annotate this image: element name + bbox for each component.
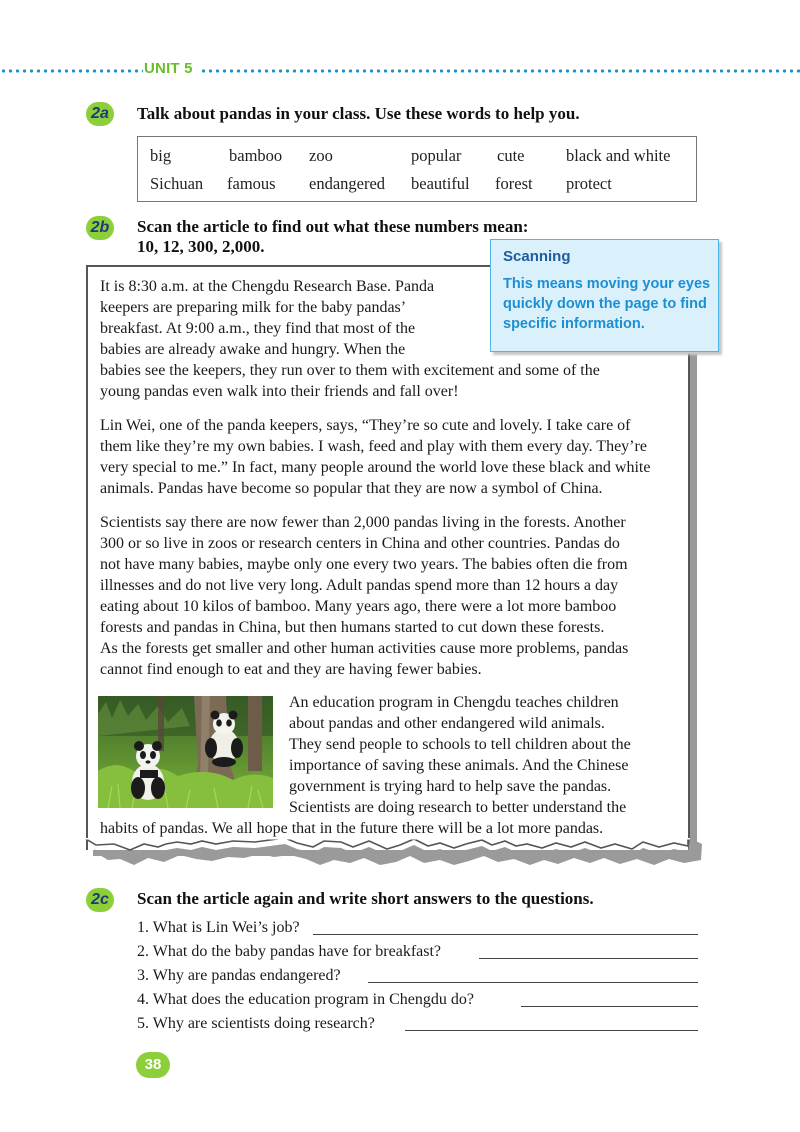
article-line: babies see the keepers, they run over to them with excitement and some of the (100, 362, 600, 379)
article-line: habits of pandas. We all hope that in the future there will be a lot more pandas. (100, 820, 604, 837)
word-cell: popular (411, 146, 462, 165)
word-cell: bamboo (229, 146, 283, 165)
word-cell: beautiful (411, 174, 470, 193)
question-3: 3. Why are pandas endangered? (137, 967, 341, 984)
article-line: cannot find enough to eat and they are having fewer babies. (100, 661, 482, 678)
article-line: young pandas even walk into their friends and fall over! (100, 383, 459, 400)
word-cell: black and white (566, 146, 671, 165)
word-cell: big (150, 146, 172, 165)
unit-header (0, 58, 800, 84)
article-line: Scientists say there are now fewer than 2,000 pandas living in the forests. Another (100, 514, 626, 531)
article-line: them like they’re my own babies. I wash, feed and play with them every day. They’re (100, 438, 647, 455)
answer-line-4[interactable] (521, 1006, 698, 1007)
word-cell: zoo (309, 146, 333, 165)
article-line: forests and pandas in China, but then humans started to cut down these forests. (100, 619, 605, 636)
question-2: 2. What do the baby pandas have for breakfast? (137, 943, 442, 960)
article-line: importance of saving these animals. And the Chinese (289, 757, 629, 774)
answer-line-3[interactable] (368, 982, 698, 983)
torn-paper-edge (84, 838, 702, 878)
scanning-tip-title: Scanning (503, 248, 571, 265)
article-line: government is trying hard to help save the pandas. (289, 778, 612, 795)
header-dotted-rule-left (0, 69, 143, 73)
article-line: eating about 10 kilos of bamboo. Many years ago, there were a lot more bamboo (100, 598, 617, 615)
article-line: 300 or so live in zoos or research centers in China and other countries. Pandas do (100, 535, 620, 552)
article-line: illnesses and do not live very long. Adult pandas spend more than 12 hours a day (100, 577, 619, 594)
scanning-tip-box (490, 239, 719, 352)
section-badge-2a: 2a (86, 102, 114, 126)
instruction-2c: Scan the article again and write short answers to the questions. (137, 889, 594, 908)
instruction-2b-line2: 10, 12, 300, 2,000. (137, 237, 265, 256)
article-line: Lin Wei, one of the panda keepers, says, “They’re so cute and lovely. I take care of (100, 417, 631, 434)
article-line: animals. Pandas have become so popular that they are now a symbol of China. (100, 480, 603, 497)
question-5: 5. Why are scientists doing research? (137, 1015, 375, 1032)
page-number: 38 (136, 1052, 170, 1078)
instruction-2b-line1: Scan the article to find out what these numbers mean: (137, 217, 529, 236)
question-4: 4. What does the education program in Chengdu do? (137, 991, 474, 1008)
section-badge-2c: 2c (86, 888, 114, 912)
article-line: Scientists are doing research to better understand the (289, 799, 627, 816)
answer-line-2[interactable] (479, 958, 698, 959)
article-line: about pandas and other endangered wild animals. (289, 715, 605, 732)
word-cell: endangered (309, 174, 386, 193)
word-cell: forest (495, 174, 533, 193)
scanning-tip-text: This means moving your eyes quickly down the page to find specific information. (503, 276, 711, 332)
article-line: They send people to schools to tell children about the (289, 736, 631, 753)
word-cell: Sichuan (150, 174, 204, 193)
panda-photo (98, 696, 273, 808)
article-line: babies are already awake and hungry. When the (100, 341, 406, 358)
word-cell: cute (497, 146, 525, 165)
answer-line-5[interactable] (405, 1030, 698, 1031)
article-line: breakfast. At 9:00 a.m., they find that most of the (100, 320, 416, 337)
article-line: keepers are preparing milk for the baby pandas’ (100, 299, 407, 316)
article-line: As the forests get smaller and other human activities cause more problems, pandas (100, 640, 629, 657)
question-1: 1. What is Lin Wei’s job? (137, 919, 300, 936)
section-badge-2b: 2b (86, 216, 114, 240)
article-line: not have many babies, maybe only one every two years. The babies often die from (100, 556, 628, 573)
article-line: An education program in Chengdu teaches children (289, 694, 619, 711)
unit-label: UNIT 5 (144, 60, 193, 77)
word-box (137, 136, 697, 202)
header-dotted-rule-right (200, 69, 800, 73)
word-cell: famous (227, 174, 276, 193)
word-cell: protect (566, 174, 612, 193)
instruction-2a: Talk about pandas in your class. Use these words to help you. (137, 104, 580, 123)
article-line: very special to me.” In fact, many people around the world love these black and white (100, 459, 651, 476)
answer-line-1[interactable] (313, 934, 698, 935)
article-line: It is 8:30 a.m. at the Chengdu Research Base. Panda (100, 278, 435, 295)
